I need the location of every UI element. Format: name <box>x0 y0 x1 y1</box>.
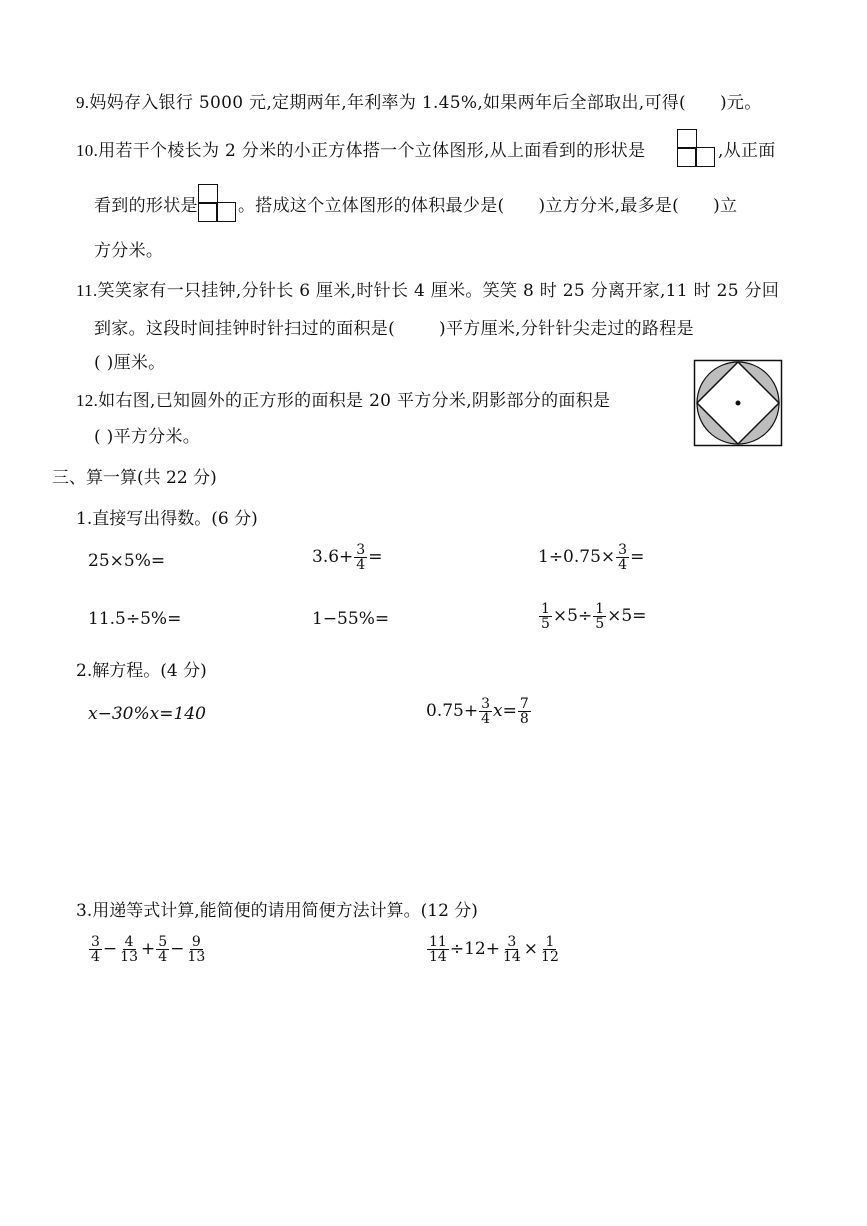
expr-text: 0.75+ <box>426 701 479 721</box>
fraction <box>118 935 140 964</box>
expression-5: 1−55%= <box>312 609 390 629</box>
expr-text: = <box>368 547 383 567</box>
fraction <box>156 935 169 964</box>
numerator: 5 <box>158 934 168 950</box>
expression-1: 25×5%= <box>88 551 166 571</box>
question-10-line1 <box>76 140 645 162</box>
question-text: 到家。这段时间挂钟时针扫过的面积是( <box>94 319 396 339</box>
denominator: 14 <box>502 949 521 965</box>
denominator: 5 <box>541 616 550 632</box>
expr-text: 1÷0.75× <box>538 547 616 567</box>
section-title: 三、算一算(共 22 分) <box>52 468 217 488</box>
square-circle-diagram <box>693 359 783 447</box>
denominator: 8 <box>519 711 529 727</box>
part-1-title: 1.直接写出得数。(6 分) <box>76 509 258 529</box>
denominator: 4 <box>481 711 491 727</box>
denominator: 12 <box>541 949 559 965</box>
question-12-line2: ( )平方分米。 <box>94 427 201 447</box>
numerator: 1 <box>545 934 555 950</box>
expr-text: ×5= <box>607 606 647 626</box>
denominator: 13 <box>120 949 138 965</box>
numerator: 7 <box>519 696 529 712</box>
denominator: 4 <box>618 557 628 573</box>
expression-6 <box>538 602 646 631</box>
numerator: 9 <box>191 934 201 950</box>
fraction <box>518 697 531 726</box>
numerator: 3 <box>618 542 628 558</box>
calculation-2 <box>426 935 562 964</box>
part-3-title: 3.用递等式计算,能简便的请用简便方法计算。(12 分) <box>76 901 478 921</box>
denominator: 13 <box>187 949 206 965</box>
question-text: )元。 <box>720 93 762 113</box>
fraction <box>427 935 449 964</box>
operator: − <box>102 939 118 959</box>
question-text: )立 <box>713 196 738 216</box>
question-text: )平方厘米,分针针尖走过的路程是 <box>439 319 694 339</box>
question-text: 笑笑家有一只挂钟,分针长 6 厘米,时针长 4 厘米。笑笑 8 时 25 分离开家,11 时 25 分回 <box>97 281 780 301</box>
operator: ÷12+ <box>449 939 500 959</box>
expr-text: = <box>630 547 645 567</box>
fraction <box>185 935 207 964</box>
denominator: 4 <box>158 949 168 965</box>
expression-4: 11.5÷5%= <box>88 609 182 629</box>
part-2-title: 2.解方程。(4 分) <box>76 661 207 681</box>
fraction <box>616 543 629 572</box>
numerator: 3 <box>91 934 100 950</box>
top-view-figure <box>677 129 717 167</box>
numerator: 1 <box>595 601 605 617</box>
question-number: 10. <box>76 141 99 160</box>
equation-2 <box>426 697 532 726</box>
numerator: 3 <box>356 542 366 558</box>
operator: + <box>141 939 156 959</box>
fraction <box>539 935 561 964</box>
question-11-line1 <box>76 280 779 302</box>
numerator: 3 <box>507 934 517 950</box>
question-number: 9. <box>76 93 90 112</box>
fraction <box>479 697 492 726</box>
front-view-figure <box>198 184 238 222</box>
question-10-line2a: 看到的形状是 <box>94 196 198 216</box>
question-10-line2b <box>238 195 737 217</box>
expr-text: x= <box>493 701 517 721</box>
numerator: 1 <box>541 601 550 617</box>
numerator: 11 <box>429 934 447 950</box>
expr-text: ×5÷ <box>552 606 593 626</box>
question-10-line1-end: ,从正面 <box>718 141 776 161</box>
denominator: 4 <box>91 949 100 965</box>
question-10-line3: 方分米。 <box>94 241 164 261</box>
numerator: 4 <box>124 934 134 950</box>
fraction <box>354 543 367 572</box>
question-number: 11. <box>76 281 98 300</box>
question-text: 妈妈存入银行 5000 元,定期两年,年利率为 1.45%,如果两年后全部取出,可得( <box>89 93 686 113</box>
fraction <box>539 602 552 631</box>
expression-2 <box>312 543 382 572</box>
numerator: 3 <box>481 696 491 712</box>
question-9 <box>76 92 762 114</box>
expr-text: 3.6+ <box>312 547 354 567</box>
denominator: 14 <box>429 949 447 965</box>
question-number: 12. <box>76 391 99 410</box>
fraction <box>593 602 606 631</box>
fraction <box>89 935 102 964</box>
denominator: 5 <box>595 616 605 632</box>
question-12-line1 <box>76 390 610 412</box>
operator: − <box>170 939 185 959</box>
question-11-line3: ( )厘米。 <box>94 353 166 373</box>
equation-1: x−30%x=140 <box>88 704 206 724</box>
calculation-1 <box>88 935 208 964</box>
denominator: 4 <box>356 557 366 573</box>
operator: × <box>523 939 539 959</box>
question-text: 如右图,已知圆外的正方形的面积是 20 平方分米,阴影部分的面积是 <box>98 391 611 411</box>
question-11-line2 <box>94 318 694 340</box>
question-text: 。搭成这个立体图形的体积最少是( <box>238 196 505 216</box>
fraction <box>501 935 523 964</box>
question-text: 用若干个棱长为 2 分米的小正方体搭一个立体图形,从上面看到的形状是 <box>98 141 646 161</box>
question-text: )立方分米,最多是( <box>538 196 680 216</box>
expression-3 <box>538 543 644 572</box>
